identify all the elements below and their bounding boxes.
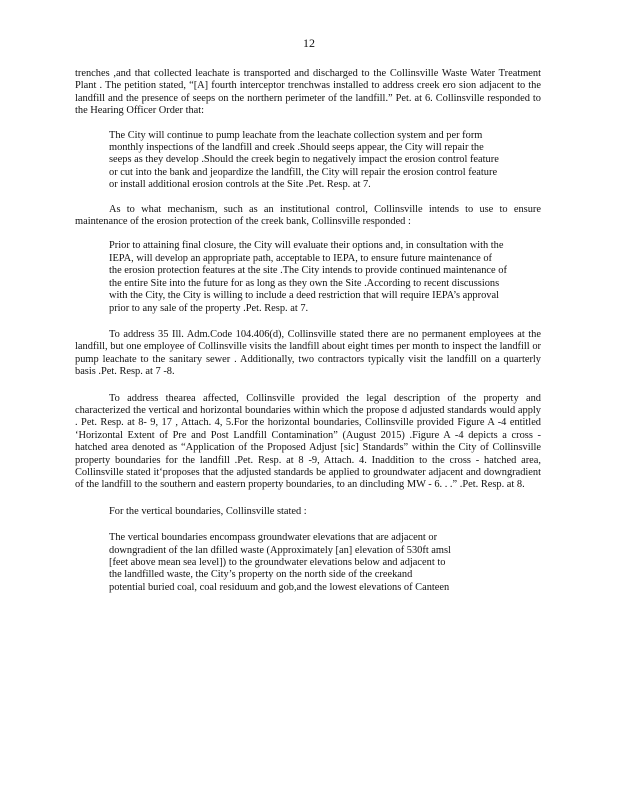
quote-line: The vertical boundaries encompass groundwater elevations that are adjacent or xyxy=(109,532,438,544)
quote-line: potential buried coal, coal residuum and gob,and the lowest elevations of Canteen xyxy=(109,581,450,593)
quote-line: the landfilled waste, the City’s property on the north side of the creekand xyxy=(109,569,413,581)
page-number: 12 xyxy=(303,36,315,50)
block-quote-final-closure: Prior to attaining final closure, the City will evaluate their options and, in consultation with the IEPA, will develop an appropriate path, acceptable to IEPA, to ensure future maintenance of the erosion protection features at the site .The City intends to provide continued maintenance of the entire Site into the future for as long as they own the Site .According to recent discussions with the City, the City is willing to include a deed restriction that will require IEPA’s approval prior to any sale of the property .Pet. Resp. at 7. xyxy=(109,240,507,314)
paragraph-employees: To address 35 Ill. Adm.Code 104.406(d), Collinsville stated there are no permanent employees at the landfill, but one employee of Collinsville visits the landfill about eight times per month to inspect the landfill or pump leachate to the sanitary sewer . Additionally, two contractors typically visit the landfill on a quarterly basis .Pet. Resp. at 7 -8. xyxy=(75,328,541,378)
block-quote-leachate-pumping: The City will continue to pump leachate from the leachate collection system and per form monthly inspections of the landfill and creek .Should seeps appear, the City will repair the seeps as they develop .Should the creek begin to negatively impact the erosion control feature or cut into the bank and jeopardize the landfill, the City will repair the erosion control feature or install additional erosion controls at the Site .Pet. Resp. at 7. xyxy=(109,129,499,191)
paragraph-mechanism-question: As to what mechanism, such as an institutional control, Collinsville intends to use to ensure maintenance of the erosion protection of the creek bank, Collinsville responded : xyxy=(75,203,541,228)
paragraph-area-affected: To address thearea affected, Collinsville provided the legal description of the property and characterized the vertical and horizontal boundaries within which the propose d adjusted standards would apply . Pet. Resp. at 8- 9, 17 , Attach. 4, 5.For the horizontal boundaries, Collinsville provided Figure A -4 entitled ‘Horizontal Extent of Pre and Post Landfill Contamination” (August 2015) .Figure A -4 depicts a cross - hatched area denoted as “Application of the Proposed Adjust [sic] Standards” within the City of Collinsville property boundaries for the landfill .Pet. Resp. at 8 -9, Attach. 4. Inaddition to the cross - hatched area, Collinsville stated it‘proposes that the adjusted standards be applied to groundwater adjacent and downgradient of the landfill to the southern and eastern property boundaries, to an dincluding MW - 6. . .” .Pet. Resp. at 8. xyxy=(75,392,541,491)
paragraph-leachate-trenches: trenches ,and that collected leachate is transported and discharged to the Collinsville Waste Water Treatment Plant . The petition stated, “[A] fourth interceptor trenchwas installed to address creek ero sion adjacent to the landfill and the presence of seeps on the northern perimeter of the landfill.” Pet. at 6. Collinsville responded to the Hearing Officer Order that: xyxy=(75,68,541,117)
paragraph-vertical-boundaries-intro: For the vertical boundaries, Collinsville stated : xyxy=(109,505,307,517)
quote-line: [feet above mean sea level]) to the groundwater elevations below and adjacent to xyxy=(109,557,446,568)
block-quote-vertical-boundaries xyxy=(109,532,507,594)
quote-line: downgradient of the lan dfilled waste (Approximately [an] elevation of 530ft amsl xyxy=(109,544,451,556)
document-body xyxy=(75,68,541,594)
